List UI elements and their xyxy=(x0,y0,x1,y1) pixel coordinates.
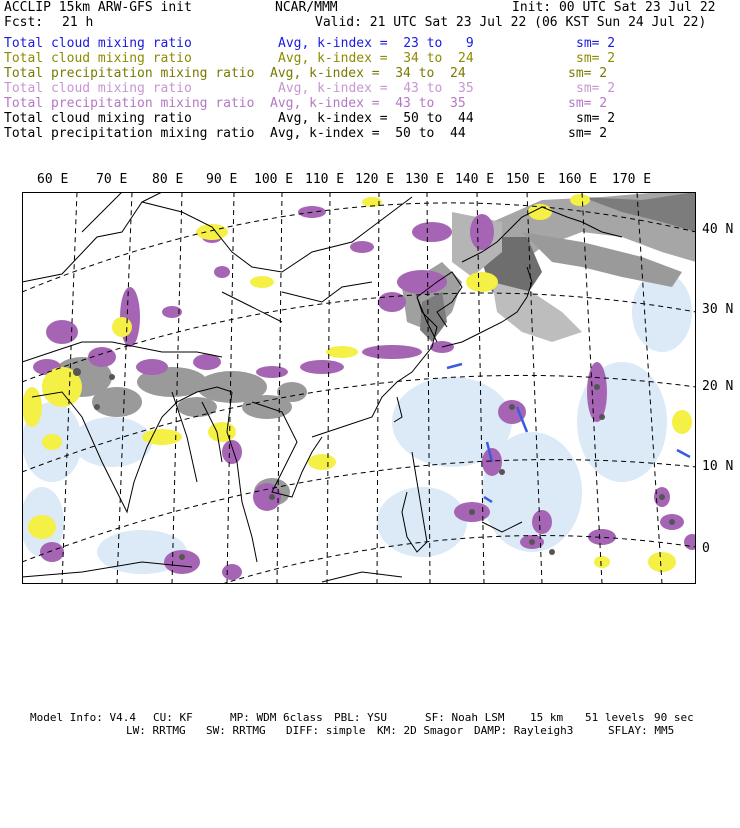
km-option: KM: 2D Smagor xyxy=(377,724,464,737)
fcst-value: 21 h xyxy=(62,15,94,30)
lat-label: 40 N xyxy=(702,222,734,237)
damp-option: DAMP: Rayleigh3 xyxy=(474,724,574,737)
legend-row xyxy=(0,111,740,126)
field-name: Total cloud mixing ratio xyxy=(4,111,192,126)
field-name: Total precipitation mixing ratio xyxy=(4,96,255,111)
levels: 51 levels xyxy=(585,711,645,724)
lon-label: 90 E xyxy=(206,172,238,187)
model-version: Model Info: V4.4 xyxy=(30,711,136,724)
field-name: Total cloud mixing ratio xyxy=(4,36,192,51)
model-info-line2 xyxy=(0,724,740,815)
lon-label: 120 E xyxy=(355,172,395,187)
field-sm: sm= 2 xyxy=(568,126,608,141)
lon-label: 60 E xyxy=(37,172,69,187)
field-sm: sm= 2 xyxy=(568,96,608,111)
lon-label: 100 E xyxy=(254,172,294,187)
map-panel xyxy=(22,192,696,584)
lon-label: 160 E xyxy=(558,172,598,187)
cu-scheme: CU: KF xyxy=(153,711,193,724)
timestep: 90 sec xyxy=(654,711,694,724)
lat-label: 0 xyxy=(702,541,710,556)
fcst-label: Fcst: xyxy=(4,15,44,30)
field-avg: Avg, k-index = 23 to 9 xyxy=(278,36,474,51)
resolution: 15 km xyxy=(530,711,564,724)
lon-label: 170 E xyxy=(612,172,652,187)
legend-row xyxy=(0,81,740,96)
lat-label: 10 N xyxy=(702,459,734,474)
init-time: Init: 00 UTC Sat 23 Jul 22 xyxy=(512,0,716,15)
sw-scheme: SW: RRTMG xyxy=(206,724,266,737)
lon-label: 110 E xyxy=(305,172,345,187)
legend-row xyxy=(0,96,740,111)
legend-row xyxy=(0,36,740,51)
lon-label: 130 E xyxy=(405,172,445,187)
model-title: ACCLIP 15km ARW-GFS init xyxy=(4,0,192,15)
diff-option: DIFF: simple xyxy=(286,724,366,737)
field-sm: sm= 2 xyxy=(568,66,608,81)
field-avg: Avg, k-index = 50 to 44 xyxy=(278,111,474,126)
sf-scheme: SF: Noah LSM xyxy=(425,711,505,724)
legend-row xyxy=(0,126,740,141)
field-sm: sm= 2 xyxy=(576,36,616,51)
field-name: Total precipitation mixing ratio xyxy=(4,126,255,141)
field-sm: sm= 2 xyxy=(576,81,616,96)
lat-label: 20 N xyxy=(702,379,734,394)
field-name: Total cloud mixing ratio xyxy=(4,81,192,96)
lon-label: 140 E xyxy=(455,172,495,187)
field-avg: Avg, k-index = 43 to 35 xyxy=(278,81,474,96)
lon-label: 80 E xyxy=(152,172,184,187)
pbl-scheme: PBL: YSU xyxy=(334,711,387,724)
field-avg: Avg, k-index = 34 to 24 xyxy=(278,51,474,66)
field-avg: Avg, k-index = 34 to 24 xyxy=(270,66,466,81)
field-avg: Avg, k-index = 50 to 44 xyxy=(270,126,466,141)
lat-label: 30 N xyxy=(702,302,734,317)
field-name: Total cloud mixing ratio xyxy=(4,51,192,66)
field-avg: Avg, k-index = 43 to 35 xyxy=(270,96,466,111)
sflay-option: SFLAY: MM5 xyxy=(608,724,675,737)
field-name: Total precipitation mixing ratio xyxy=(4,66,255,81)
valid-time: Valid: 21 UTC Sat 23 Jul 22 (06 KST Sun 24 Jul 22) xyxy=(315,15,707,30)
field-sm: sm= 2 xyxy=(576,51,616,66)
org-label: NCAR/MMM xyxy=(275,0,338,15)
field-sm: sm= 2 xyxy=(576,111,616,126)
lon-label: 70 E xyxy=(96,172,128,187)
legend-row xyxy=(0,51,740,66)
lon-label: 150 E xyxy=(506,172,546,187)
lw-scheme: LW: RRTMG xyxy=(126,724,186,737)
mp-scheme: MP: WDM 6class xyxy=(230,711,323,724)
legend-row xyxy=(0,66,740,81)
